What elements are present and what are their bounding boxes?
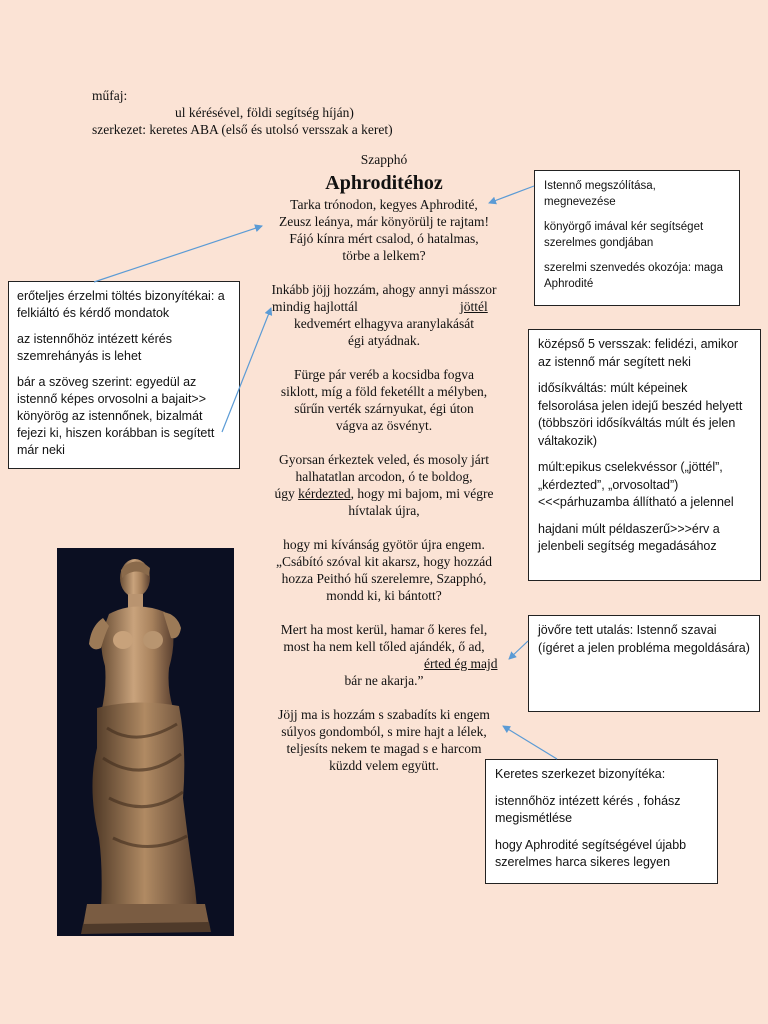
poem-line: Jöjj ma is hozzám s szabadíts ki engem xyxy=(278,707,490,722)
poem-line: vágva az ösvényt. xyxy=(335,418,433,433)
stanza-5 xyxy=(246,536,522,604)
poem-line: „Csábító szóval kit akarsz, hogy hozzád xyxy=(276,554,492,569)
underlined-word: kérdezted xyxy=(298,486,351,501)
note-text: Keretes szerkezet bizonyítéka: xyxy=(495,767,666,781)
poem-title: Aphroditéhoz xyxy=(325,172,443,194)
note-text: szerelmi szenvedés okozója: maga Aphrodité xyxy=(544,262,723,290)
poem-line-part: , hogy mi bajom, mi végre xyxy=(350,486,494,501)
note-text: középső 5 versszak: felidézi, amikor az istennő már segített neki xyxy=(538,337,739,369)
poem-line: mondd ki, ki bántott? xyxy=(326,588,442,603)
stanza-7 xyxy=(246,706,522,774)
note-text: az istennőhöz intézett kérés szemrehányás is lehet xyxy=(17,332,172,363)
poem-line: Zeusz leánya, már könyörülj te rajtam! xyxy=(279,214,489,229)
poem-line-part: úgy xyxy=(274,486,299,501)
note-text: könyörgő imával kér segítséget szerelmes gondjában xyxy=(544,221,704,249)
poem-line: súlyos gondomból, s mire hajt a lélek, xyxy=(281,724,487,739)
underlined-word: jöttél xyxy=(460,299,488,314)
note-box-emotion xyxy=(8,281,240,469)
note-text: erőteljes érzelmi töltés bizonyítékai: a felkiáltó és kérdő mondatok xyxy=(17,289,225,320)
venus-statue-icon xyxy=(57,548,234,936)
structure-line: szerkezet: keretes ABA (első és utolsó versszak a keret) xyxy=(92,122,393,137)
poem-line xyxy=(246,298,522,315)
note-text: hogy Aphrodité segítségével újabb szerelmes harca sikeres legyen xyxy=(495,837,687,869)
poem-line: Mert ha most kerül, hamar ő keres fel, xyxy=(280,622,488,637)
poem-line: küzdd velem együtt. xyxy=(329,758,439,773)
poem-line: bár ne akarja.” xyxy=(344,673,424,688)
poem-line: siklott, míg a föld feketéllt a mélyben, xyxy=(280,384,488,399)
poem-line: teljesíts nekem te magad s e harcom xyxy=(286,741,482,756)
poem-line: égi atyádnak. xyxy=(348,333,420,348)
poem-line: kedvemért elhagyva aranylakását xyxy=(294,316,474,331)
underlined-word: érted ég majd xyxy=(424,656,498,671)
poem-body xyxy=(246,196,522,791)
poem-line: Tarka trónodon, kegyes Aphrodité, xyxy=(290,197,478,212)
statue-image xyxy=(57,548,234,936)
genre-line: műfaj: xyxy=(92,88,128,103)
stanza-6 xyxy=(246,621,522,689)
stanza-4 xyxy=(246,451,522,519)
note-text: idősíkváltás: múlt képeinek felsorolása jelen idejű beszéd helyett (többszöri idősíkváltás múlt és jelen váltakozik) xyxy=(538,381,743,448)
poem-line: most ha nem kell tőled ajándék, ő ad, xyxy=(283,639,485,654)
note-text: bár a szöveg szerint: egyedül az istennő képes orvosolni a bajait>> könyörög az istennőnek, bizalmát fejezi ki, hiszen korábban is segített már neki xyxy=(17,375,215,457)
note-box-frame xyxy=(485,759,718,884)
note-text: hajdani múlt példaszerű>>>érv a jelenbeli segítség megadásához xyxy=(538,521,720,553)
note-box-address xyxy=(534,170,740,306)
poem-line xyxy=(246,485,522,502)
poem-line: Fürge pár veréb a kocsidba fogva xyxy=(293,367,475,382)
stanza-1 xyxy=(246,196,522,264)
poem-line xyxy=(246,655,522,672)
stanza-2 xyxy=(246,281,522,349)
poem-line: törbe a lelkem? xyxy=(342,248,426,263)
poem-line-part: mindig hajlottál xyxy=(272,299,358,314)
poem-line: hogy mi kívánság gyötör újra engem. xyxy=(283,537,485,552)
stanza-3 xyxy=(246,366,522,434)
note-text: Istennő megszólítása, megnevezése xyxy=(544,180,656,208)
poem-line: Fájó kínra mért csalod, ó hatalmas, xyxy=(289,231,479,246)
poem-line: Inkább jöjj hozzám, ahogy annyi másszor xyxy=(271,282,497,297)
poem-line: Gyorsan érkeztek veled, és mosoly járt xyxy=(279,452,489,467)
poem-line: hozza Peithó hű szerelemre, Szapphó, xyxy=(281,571,487,586)
note-text: jövőre tett utalás: Istennő szavai (ígéret a jelen probléma megoldására) xyxy=(538,623,750,655)
poem-line: halhatatlan arcodon, ó te boldog, xyxy=(295,469,473,484)
poem-line: sűrűn verték szárnyukat, égi úton xyxy=(294,401,474,416)
poem-line: hívtalak újra, xyxy=(348,503,420,518)
poem-author: Szapphó xyxy=(360,152,408,167)
note-box-middle-stanzas xyxy=(528,329,761,581)
note-box-future xyxy=(528,615,760,712)
genre-detail-line: ul kérésével, földi segítség híján) xyxy=(175,105,354,120)
note-text: múlt:epikus cselekvéssor („jöttél”, „kérdezted”, „orvosoltad”) <<<párhuzamba állítható a jelennel xyxy=(538,460,734,509)
note-text: istennőhöz intézett kérés , fohász megismétlése xyxy=(495,793,681,825)
